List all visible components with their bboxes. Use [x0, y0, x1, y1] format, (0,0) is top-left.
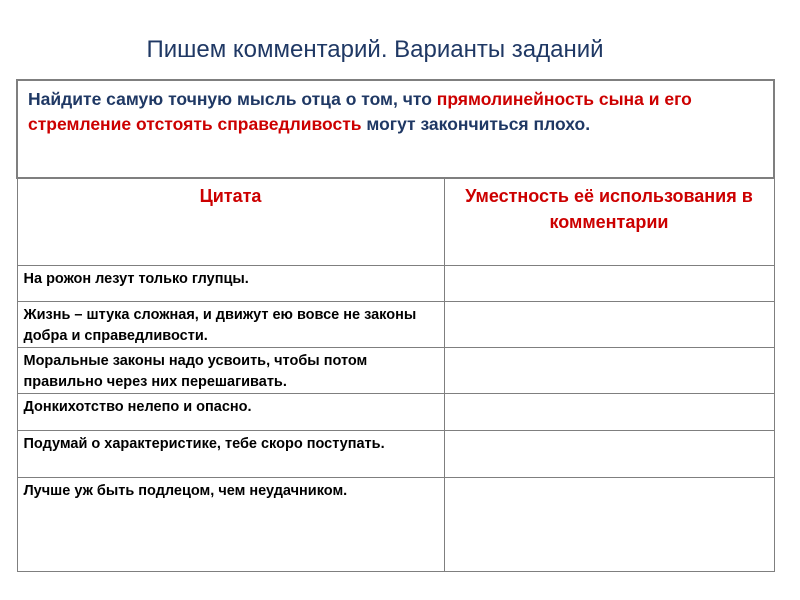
relevance-cell[interactable] [444, 478, 774, 572]
relevance-cell[interactable] [444, 431, 774, 478]
task-table [16, 79, 775, 572]
relevance-cell[interactable] [444, 394, 774, 431]
quote-cell: Донкихотство нелепо и опасно. [17, 394, 444, 431]
column-header-quote: Цитата [17, 178, 444, 266]
table-row [17, 348, 774, 394]
quote-cell: Жизнь – штука сложная, и движут ею вовсе не законы добра и справедливости. [17, 302, 444, 348]
column-header-relevance: Уместность её использования в комментарии [444, 178, 774, 266]
relevance-cell[interactable] [444, 302, 774, 348]
relevance-cell[interactable] [444, 348, 774, 394]
slide-title: Пишем комментарий. Варианты заданий [146, 36, 604, 63]
table-row [17, 431, 774, 478]
quote-cell: Подумай о характеристике, тебе скоро поступать. [17, 431, 444, 478]
task-row [17, 80, 774, 178]
quote-cell: Моральные законы надо усвоить, чтобы потом правильно через них перешагивать. [17, 348, 444, 394]
task-highlight: прямолинейность сына и его стремление отстоять справедливость [28, 89, 692, 134]
quote-cell: На рожон лезут только глупцы. [17, 266, 444, 302]
quote-cell: Лучше уж быть подлецом, чем неудачником. [17, 478, 444, 572]
table-row [17, 394, 774, 431]
task-prompt [17, 80, 774, 178]
table-row [17, 302, 774, 348]
task-text-part2: могут закончиться плохо. [361, 114, 591, 134]
table-row [17, 478, 774, 572]
relevance-cell[interactable] [444, 266, 774, 302]
task-text-part1: Найдите самую точную мысль отца о том, что [28, 89, 437, 109]
table-row [17, 266, 774, 302]
header-row [17, 178, 774, 266]
